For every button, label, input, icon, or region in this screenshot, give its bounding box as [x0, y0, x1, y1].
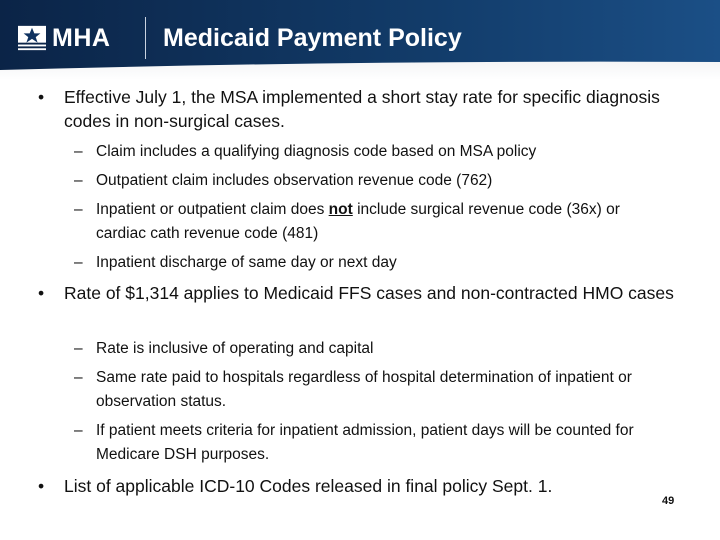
- sub-bullet-item: [74, 419, 664, 467]
- sub-bullet-item: [74, 251, 674, 275]
- sub-bullet-text: Outpatient claim includes observation revenue code (762): [96, 172, 493, 189]
- bullet-item: [38, 474, 708, 498]
- logo-text: MHA: [52, 24, 111, 52]
- bullet-item: [38, 281, 708, 305]
- sub-bullet-text: Rate is inclusive of operating and capital: [96, 340, 374, 357]
- bullet-item: [38, 85, 708, 133]
- sub-bullet-text: [96, 198, 674, 246]
- star-flag-icon: [18, 24, 46, 52]
- text-part: include surgical revenue code (36x) or cardiac cath revenue code (481): [96, 201, 620, 242]
- dash: –: [74, 340, 83, 357]
- dash: –: [74, 201, 83, 218]
- sub-bullet-item: [74, 198, 674, 246]
- bullet-text: Effective July 1, the MSA implemented a short stay rate for specific diagnosis codes in non-surgical cases.: [64, 87, 660, 131]
- dash: –: [74, 172, 83, 189]
- sub-bullet-item: [74, 140, 674, 164]
- emphasis-not: not: [328, 201, 353, 218]
- header-divider: [145, 17, 146, 59]
- dash: –: [74, 143, 83, 160]
- sub-bullet-item: [74, 337, 674, 361]
- sub-bullet-text: If patient meets criteria for inpatient admission, patient days will be counted for Medicare DSH purposes.: [96, 422, 634, 463]
- bullet-text: List of applicable ICD-10 Codes released in final policy Sept. 1.: [64, 476, 553, 496]
- sub-bullet-item: [74, 169, 674, 193]
- bullet-dot: •: [38, 476, 45, 496]
- text-part: Inpatient or outpatient claim does: [96, 201, 329, 218]
- sub-bullet-text: Claim includes a qualifying diagnosis code based on MSA policy: [96, 143, 537, 160]
- slide-title: Medicaid Payment Policy: [163, 24, 462, 52]
- sub-bullet-item: [74, 366, 654, 414]
- slide-header: [0, 0, 720, 80]
- bullet-dot: •: [38, 283, 45, 303]
- bullet-text: Rate of $1,314 applies to Medicaid FFS cases and non-contracted HMO cases: [64, 283, 674, 303]
- sub-bullet-text: Inpatient discharge of same day or next day: [96, 254, 397, 271]
- dash: –: [74, 422, 83, 439]
- page-number: 49: [662, 495, 675, 507]
- dash: –: [74, 369, 83, 386]
- sub-bullet-text: Same rate paid to hospitals regardless of hospital determination of inpatient or observation status.: [96, 369, 632, 410]
- bullet-dot: •: [38, 87, 45, 107]
- dash: –: [74, 254, 83, 271]
